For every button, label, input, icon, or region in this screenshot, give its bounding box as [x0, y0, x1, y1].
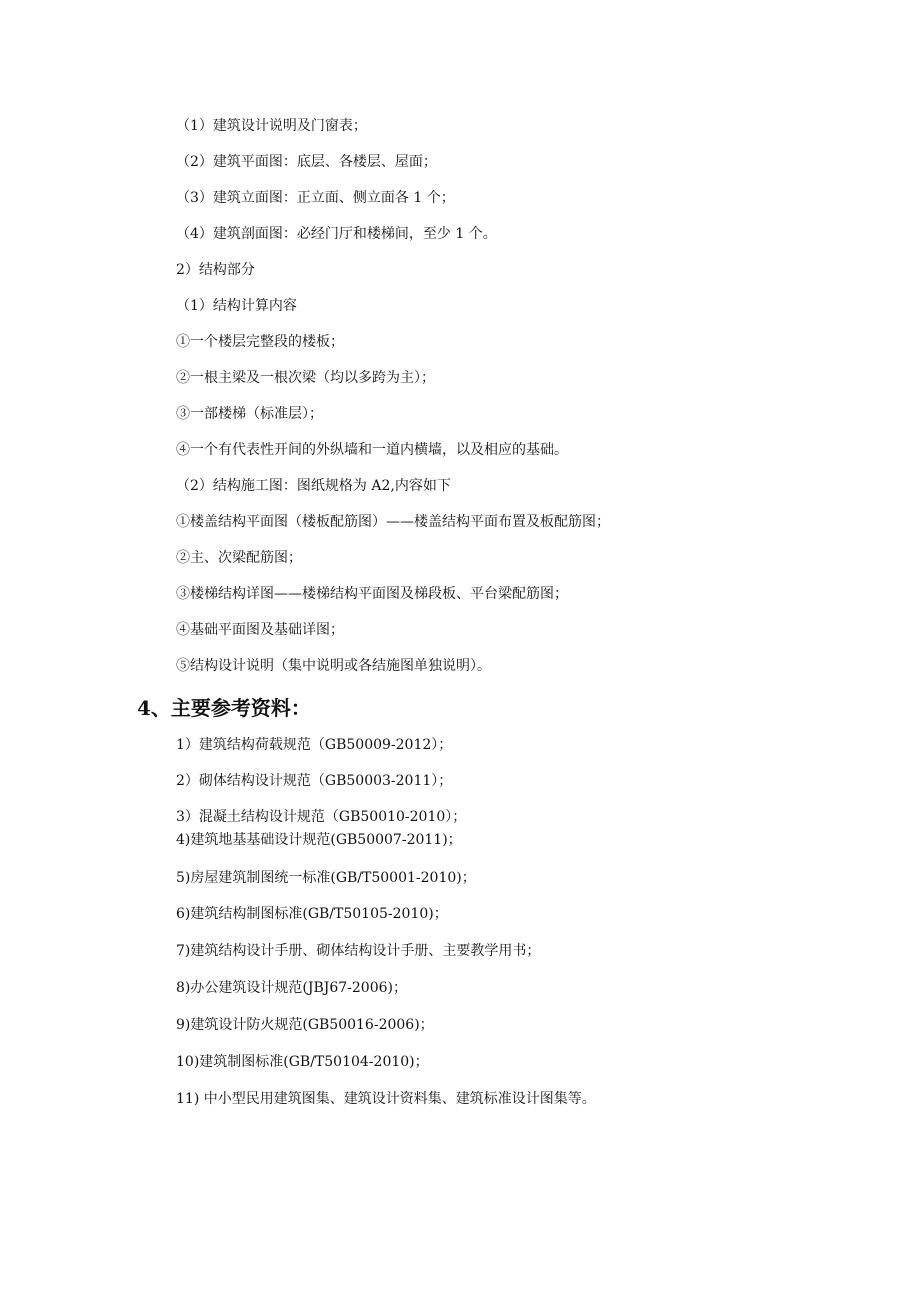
- design-item-2: （2）建筑平面图：底层、各楼层、屋面；: [176, 154, 437, 170]
- structure-drawing-title: （2）结构施工图：图纸规格为 A2,内容如下: [176, 478, 451, 494]
- reference-item-4: 4)建筑地基基础设计规范(GB50007-2011)；: [176, 832, 462, 848]
- reference-item-1: 1）建筑结构荷载规范（GB50009-2012）；: [176, 737, 453, 753]
- structure-drawing-item-4: ④基础平面图及基础详图；: [176, 622, 344, 638]
- references-heading: 4、主要参考资料：: [137, 696, 311, 720]
- design-item-3: （3）建筑立面图：正立面、侧立面各 1 个；: [176, 190, 455, 206]
- structure-section-title: 2）结构部分: [176, 262, 255, 278]
- structure-drawing-item-2: ②主、次梁配筋图；: [176, 550, 302, 566]
- reference-item-10: 10)建筑制图标准(GB/T50104-2010)；: [176, 1054, 429, 1070]
- reference-item-9: 9)建筑设计防火规范(GB50016-2006)；: [176, 1017, 434, 1033]
- reference-item-2: 2）砌体结构设计规范（GB50003-2011）；: [176, 773, 453, 789]
- structure-drawing-item-3: ③楼梯结构详图——楼梯结构平面图及梯段板、平台梁配筋图；: [176, 586, 568, 602]
- structure-calc-title: （1）结构计算内容: [176, 298, 297, 314]
- structure-drawing-item-1: ①楼盖结构平面图（楼板配筋图）——楼盖结构平面布置及板配筋图；: [176, 514, 610, 530]
- structure-drawing-item-5: ⑤结构设计说明（集中说明或各结施图单独说明）。: [176, 658, 491, 674]
- reference-item-6: 6)建筑结构制图标准(GB/T50105-2010)；: [176, 906, 448, 922]
- design-item-1: （1）建筑设计说明及门窗表；: [176, 118, 367, 134]
- design-item-4: （4）建筑剖面图：必经门厅和楼梯间，至少 1 个。: [176, 226, 497, 242]
- reference-item-5: 5)房屋建筑制图统一标准(GB/T50001-2010)；: [176, 870, 476, 886]
- reference-item-7: 7)建筑结构设计手册、砌体结构设计手册、主要教学用书；: [176, 943, 541, 959]
- structure-calc-item-4: ④一个有代表性开间的外纵墙和一道内横墙，以及相应的基础。: [176, 442, 568, 458]
- structure-calc-item-2: ②一根主梁及一根次梁（均以多跨为主）；: [176, 370, 435, 386]
- structure-calc-item-1: ①一个楼层完整段的楼板；: [176, 334, 344, 350]
- reference-item-11: 11) 中小型民用建筑图集、建筑设计资料集、建筑标准设计图集等。: [176, 1091, 596, 1107]
- reference-item-3: 3）混凝土结构设计规范（GB50010-2010）；: [176, 809, 467, 825]
- reference-item-8: 8)办公建筑设计规范(JBJ67-2006)；: [176, 980, 407, 996]
- structure-calc-item-3: ③一部楼梯（标准层）；: [176, 406, 323, 422]
